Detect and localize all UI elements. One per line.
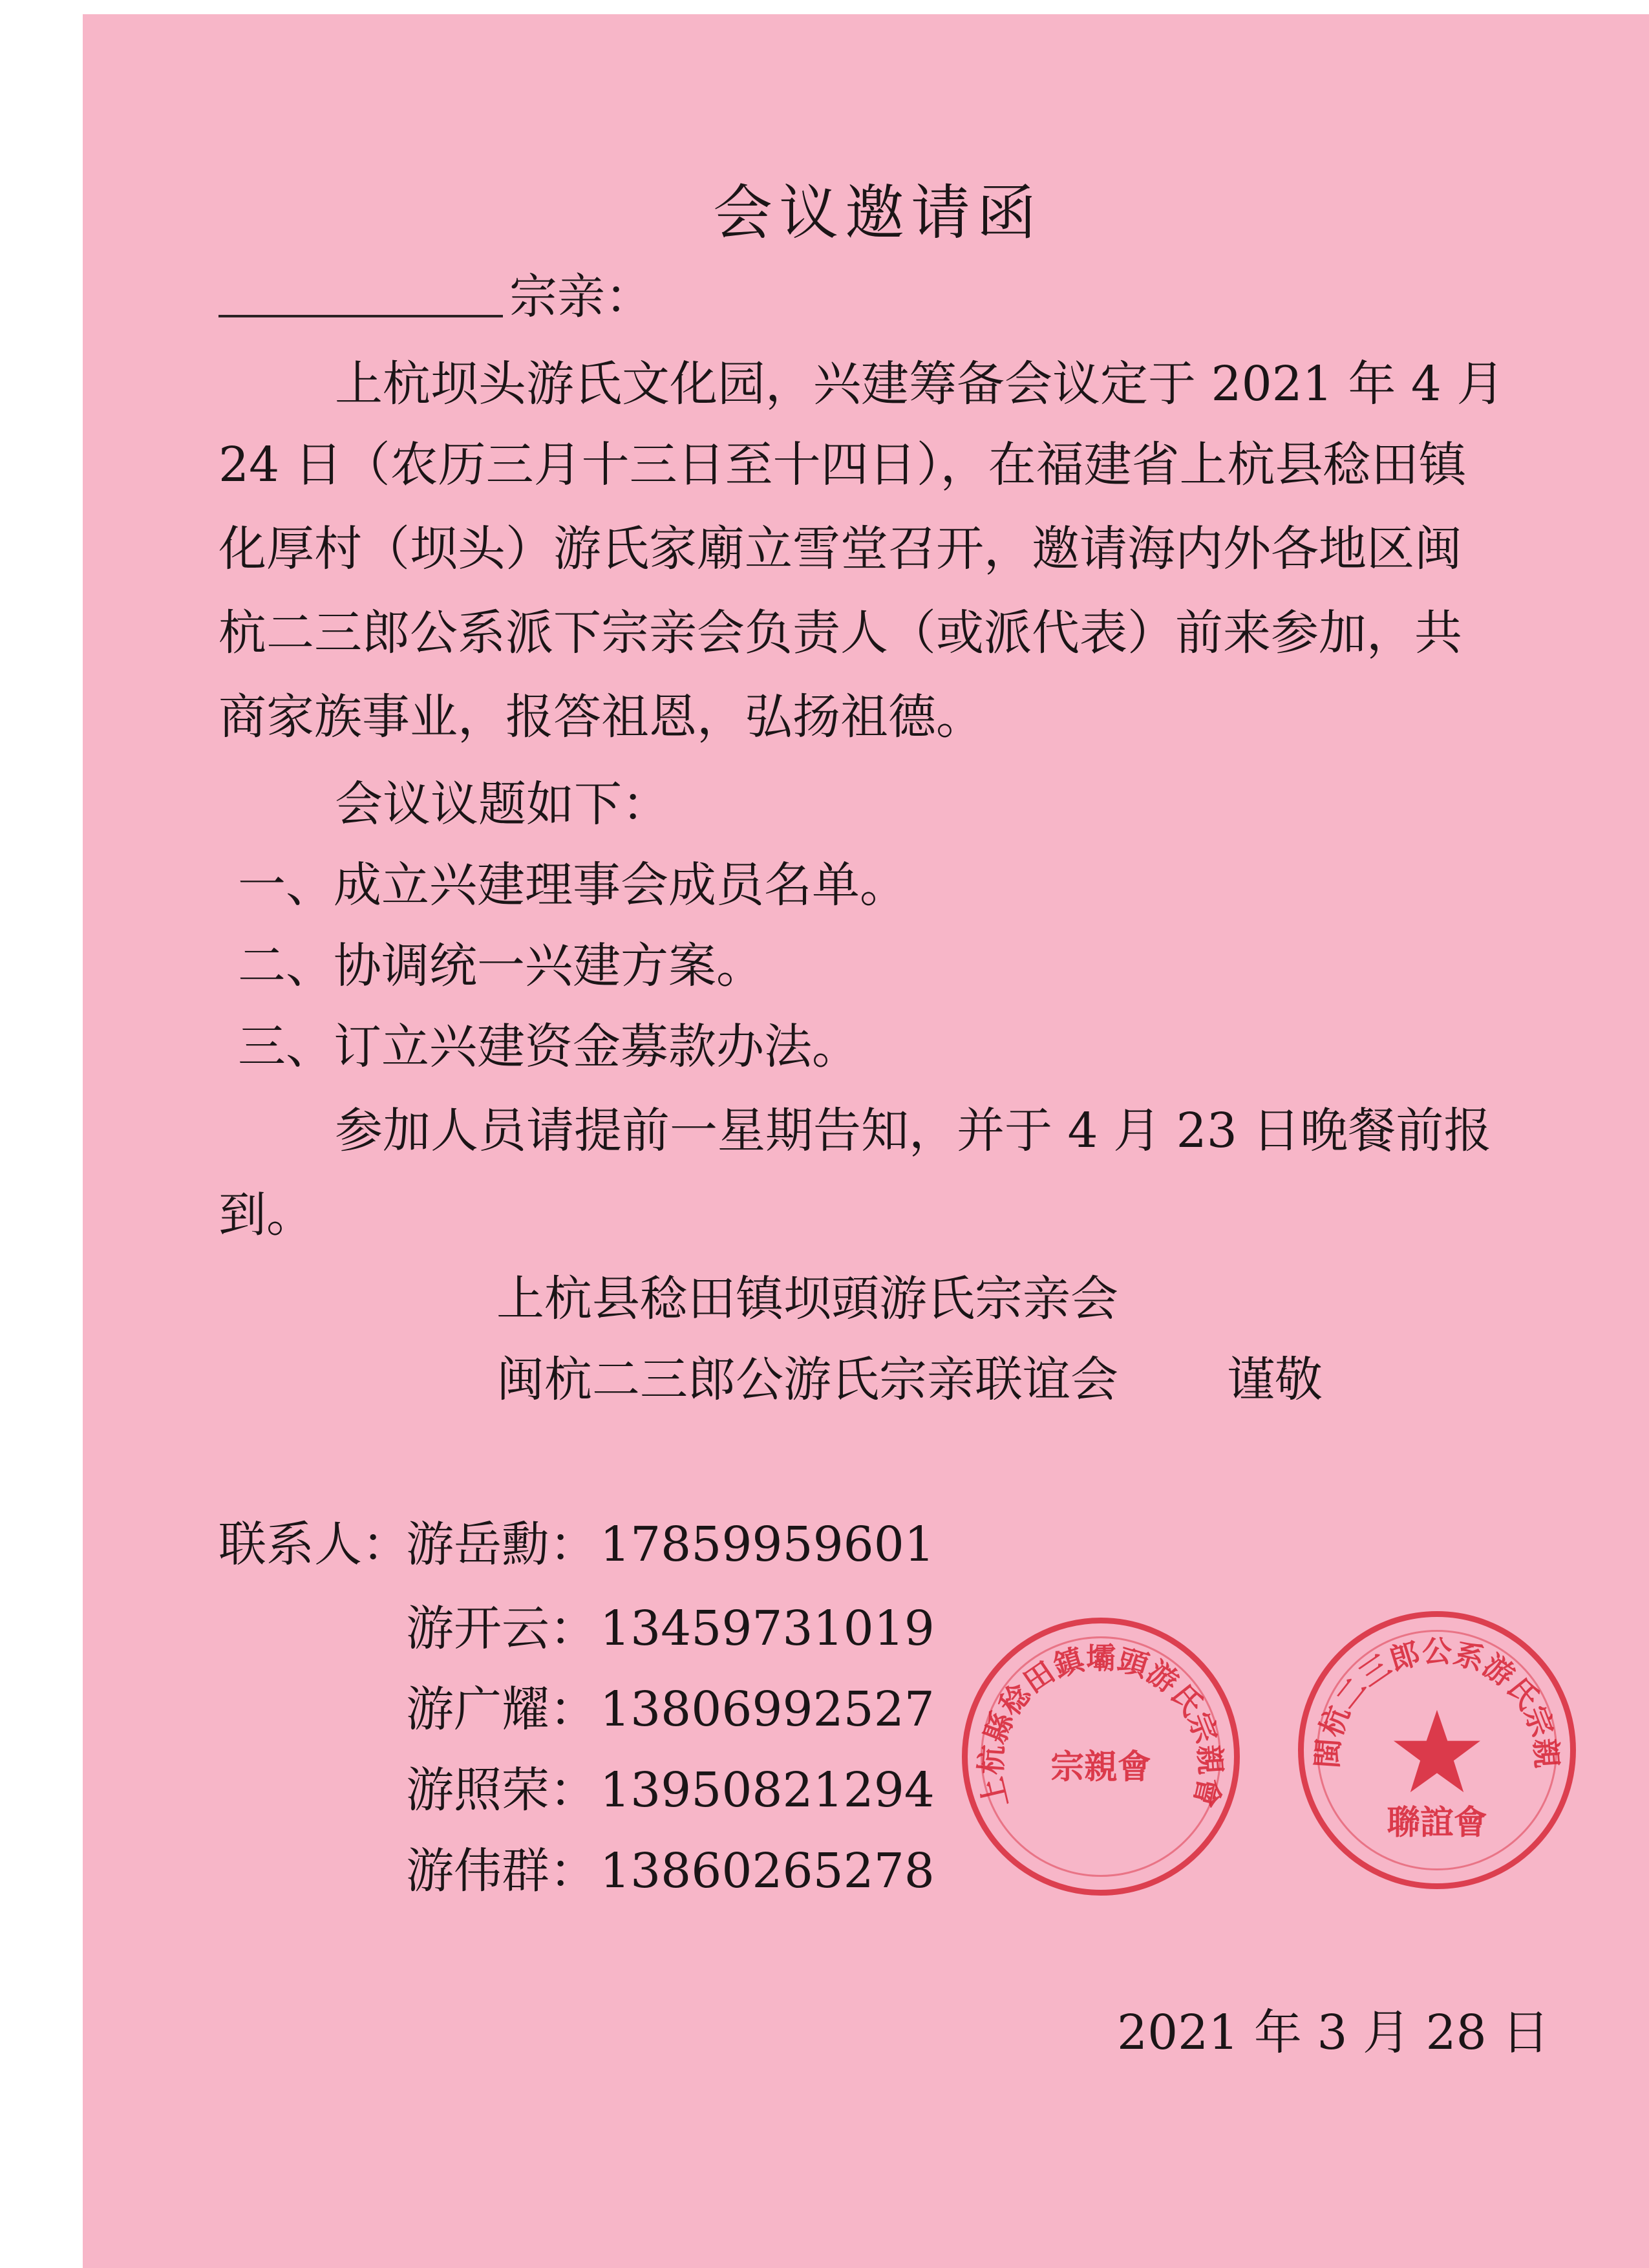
seal-right-bottom-text: 聯誼會 — [1387, 1803, 1487, 1843]
agenda-heading: 会议议题如下： — [335, 776, 670, 832]
contact-phone: 13860265278 — [600, 1843, 935, 1899]
contact-name: 游照荣： — [406, 1762, 597, 1818]
notice-line: 参加人员请提前一星期告知，并于 4 月 23 日晚餐前报 — [335, 1103, 1492, 1159]
body-line: 上杭坝头游氏文化园，兴建筹备会议定于 2021 年 4 月 — [335, 356, 1505, 412]
signatory: 上杭县稔田镇坝頭游氏宗亲会 — [496, 1271, 1118, 1327]
star-icon — [1394, 1710, 1480, 1792]
seal-left-graphic — [968, 1623, 1234, 1890]
contact-phone: 13459731019 — [600, 1601, 935, 1656]
body-line: 商家族事业，报答祖恩，弘扬祖德。 — [218, 689, 984, 745]
document-date: 2021 年 3 月 28 日 — [1117, 2005, 1550, 2060]
body-line: 24 日（农历三月十三日至十四日），在福建省上杭县稔田镇 — [218, 437, 1467, 493]
agenda-item: 三、订立兴建资金募款办法。 — [238, 1019, 860, 1075]
seal-right-ring-text: 閩杭二三郎公系游氏宗親 — [1309, 1634, 1565, 1770]
body-line: 化厚村（坝头）游氏家廟立雪堂召开，邀请海内外各地区闽 — [218, 521, 1462, 577]
agenda-item: 一、成立兴建理事会成员名单。 — [238, 857, 908, 913]
salutation-blank-line — [218, 315, 503, 317]
agenda-item: 二、协调统一兴建方案。 — [238, 938, 764, 994]
contacts-label: 联系人： — [218, 1517, 410, 1572]
salutation: 宗亲： — [509, 269, 653, 325]
contact-phone: 17859959601 — [600, 1517, 935, 1572]
body-line: 杭二三郎公系派下宗亲会负责人（或派代表）前来参加，共 — [218, 605, 1462, 661]
seal-left — [962, 1618, 1240, 1896]
contact-name: 游开云： — [406, 1601, 597, 1656]
seal-left-center-text: 宗親會 — [1050, 1747, 1151, 1787]
contact-name: 游广耀： — [406, 1682, 597, 1737]
notice-line: 到。 — [218, 1187, 314, 1243]
invitation-sheet — [83, 14, 1649, 2268]
contact-name: 游岳勳： — [406, 1517, 597, 1572]
contact-phone: 13806992527 — [600, 1682, 935, 1737]
seal-right-graphic — [1304, 1617, 1570, 1883]
seal-left-ring-text: 上杭縣稔田鎮壩頭游氏宗親會 — [973, 1640, 1229, 1811]
closing: 谨敬 — [1227, 1352, 1323, 1407]
seal-right — [1298, 1611, 1576, 1889]
contact-name: 游伟群： — [406, 1843, 597, 1899]
contact-phone: 13950821294 — [600, 1762, 935, 1818]
signatory: 闽杭二三郎公游氏宗亲联谊会 — [496, 1352, 1118, 1407]
page-title: 会议邀请函 — [713, 178, 1043, 248]
